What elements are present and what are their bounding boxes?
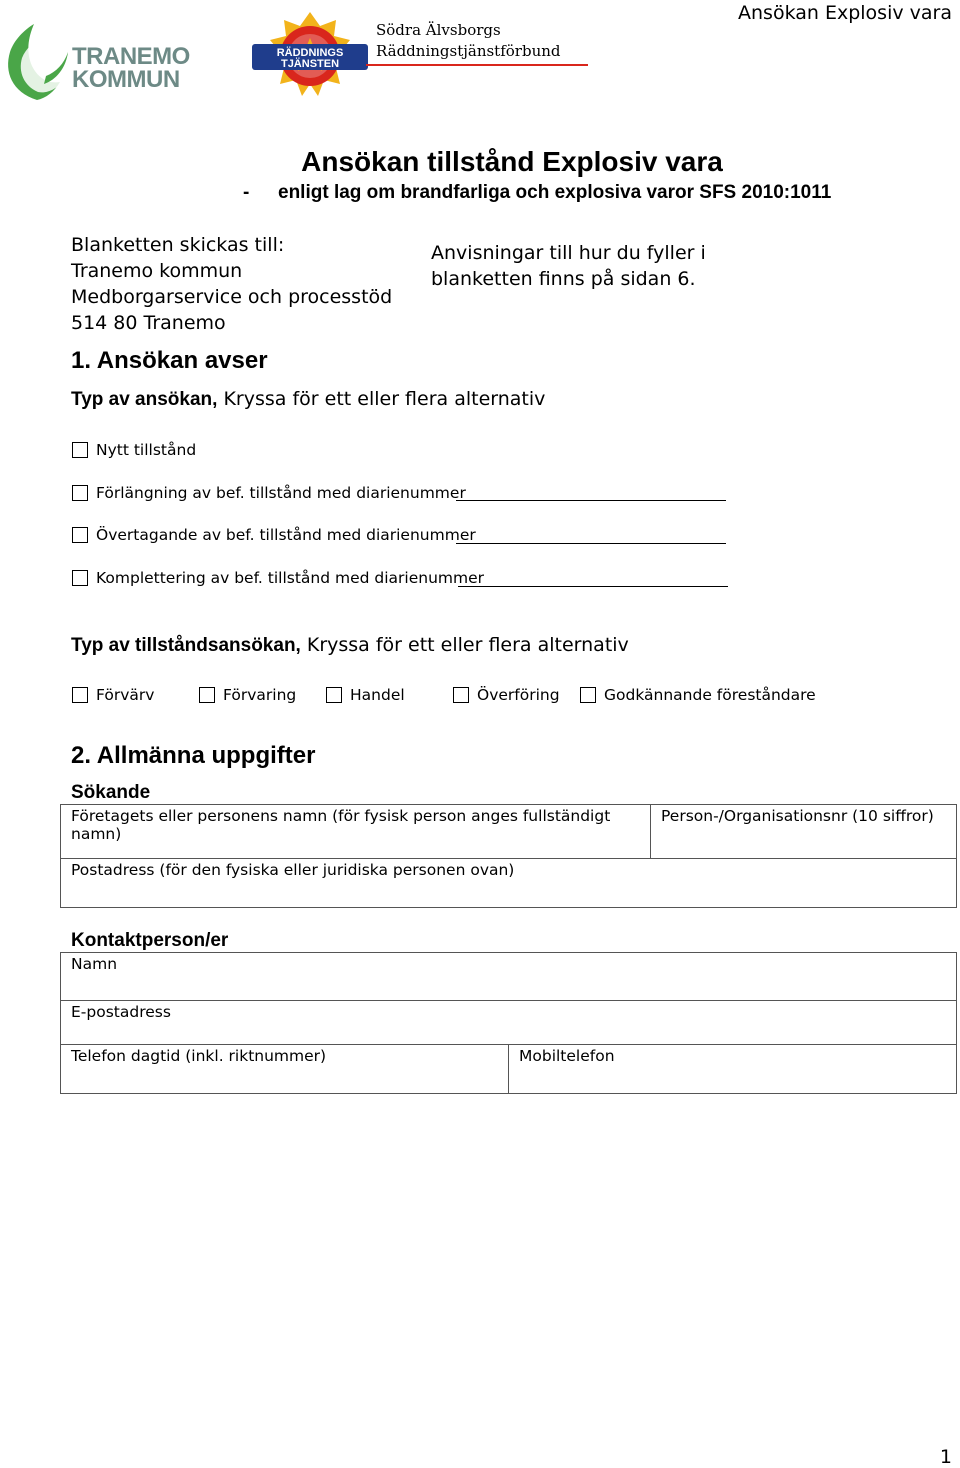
checkbox[interactable] [72, 687, 88, 703]
option-label: Förvärv [96, 686, 155, 704]
option-extension[interactable] [72, 484, 466, 502]
option-label: Nytt tillstånd [96, 441, 197, 459]
permit-option-transfer[interactable] [453, 686, 560, 704]
checkbox[interactable] [72, 527, 88, 543]
rtj-badge-line2: TJÄNSTEN [280, 58, 340, 70]
checkbox[interactable] [580, 687, 596, 703]
checkbox[interactable] [199, 687, 215, 703]
checkbox[interactable] [326, 687, 342, 703]
permit-type-label-bold: Typ av tillståndsansökan, [71, 635, 301, 656]
permit-option-storage[interactable] [199, 686, 296, 704]
applicant-id-field[interactable] [650, 804, 957, 859]
supplement-diary-number-field[interactable] [458, 568, 728, 587]
applicant-id-label: Person-/Organisationsnr (10 siffror) [661, 807, 934, 825]
section-1-heading: 1. Ansökan avser [71, 347, 268, 374]
contact-email-label: E-postadress [71, 1003, 171, 1021]
postal-address-field[interactable] [60, 858, 957, 908]
send-to-line2: Tranemo kommun [71, 260, 243, 282]
contact-heading: Kontaktperson/er [71, 930, 229, 951]
option-new-permit[interactable] [72, 441, 196, 459]
extension-diary-number-field[interactable] [456, 482, 726, 501]
option-takeover[interactable] [72, 526, 476, 544]
send-to-line1: Blanketten skickas till: [71, 234, 285, 256]
document-header-title: Ansökan Explosiv vara [738, 2, 952, 24]
permit-option-acquisition[interactable] [72, 686, 154, 704]
tranemo-logo [4, 22, 190, 102]
option-label: Godkännande föreståndare [604, 686, 816, 704]
application-type-label [71, 388, 545, 411]
application-type-label-bold: Typ av ansökan, [71, 389, 218, 410]
checkbox[interactable] [72, 485, 88, 501]
permit-option-trade[interactable] [326, 686, 405, 704]
send-to-line3: Medborgarservice och processtöd [71, 286, 393, 308]
option-label: Handel [350, 686, 405, 704]
contact-name-field[interactable] [60, 952, 957, 1001]
permit-option-manager-approval[interactable] [580, 686, 816, 704]
rescue-service-badge-icon [250, 8, 370, 104]
subtitle-dash: - [243, 182, 250, 203]
send-to-address [71, 232, 392, 336]
tranemo-leaf-icon [4, 22, 70, 102]
checkbox[interactable] [72, 570, 88, 586]
option-label: Komplettering av bef. tillstånd med diarienummer [96, 569, 485, 587]
section-2-heading: 2. Allmänna uppgifter [71, 742, 316, 769]
permit-type-label [71, 634, 629, 657]
option-label: Övertagande av bef. tillstånd med diarienummer [96, 526, 476, 544]
option-label: Förvaring [223, 686, 297, 704]
contact-mobile-field[interactable] [508, 1044, 957, 1094]
contact-name-label: Namn [71, 955, 118, 973]
rtj-underline [366, 64, 588, 66]
checkbox[interactable] [453, 687, 469, 703]
subtitle-text: enligt lag om brandfarliga och explosiva varor SFS 2010:1011 [278, 182, 832, 203]
applicant-name-field[interactable] [60, 804, 651, 859]
option-label: Överföring [477, 686, 560, 704]
rtj-name-line2: Räddningstjänstförbund [376, 42, 561, 60]
contact-email-field[interactable] [60, 1000, 957, 1045]
tranemo-logo-line1: TRANEMO [72, 43, 190, 70]
rtj-badge-line1: RÄDDNINGS [276, 47, 344, 59]
rtj-name [376, 20, 561, 62]
applicant-name-label: Företagets eller personens namn (för fysisk person anges fullständigt namn) [71, 807, 611, 843]
applicant-heading: Sökande [71, 782, 151, 803]
page-number: 1 [939, 1446, 952, 1468]
permit-type-label-rest: Kryssa för ett eller flera alternativ [300, 634, 629, 656]
raddningstjansten-logo [250, 8, 370, 104]
send-to-line4: 514 80 Tranemo [71, 312, 226, 334]
postal-address-label: Postadress (för den fysiska eller juridiska personen ovan) [71, 861, 515, 879]
form-title: Ansökan tillstånd Explosiv vara [301, 146, 723, 177]
option-label: Förlängning av bef. tillstånd med diarienummer [96, 484, 466, 502]
takeover-diary-number-field[interactable] [456, 525, 726, 544]
option-supplement[interactable] [72, 569, 484, 587]
contact-phone-field[interactable] [60, 1044, 509, 1094]
contact-mobile-label: Mobiltelefon [519, 1047, 615, 1065]
rtj-name-line1: Södra Älvsborgs [376, 21, 501, 39]
application-type-label-rest: Kryssa för ett eller flera alternativ [217, 388, 546, 410]
checkbox[interactable] [72, 442, 88, 458]
instructions-note: Anvisningar till hur du fyller i blanketten finns på sidan 6. [431, 242, 706, 290]
form-subtitle [243, 182, 831, 204]
tranemo-logo-line2: KOMMUN [72, 66, 180, 93]
contact-phone-label: Telefon dagtid (inkl. riktnummer) [71, 1047, 327, 1065]
